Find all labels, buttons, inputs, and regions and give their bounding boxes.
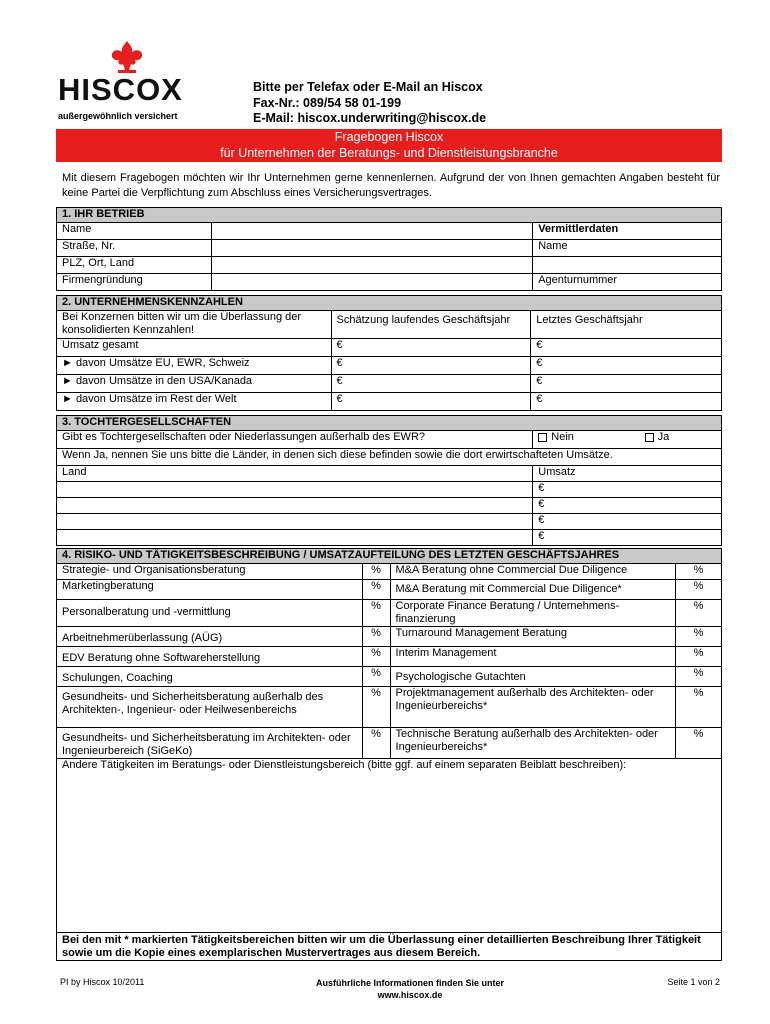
revenue-row <box>57 393 722 411</box>
activity-label: EDV Beratung ohne Softwareherstellung <box>57 647 363 667</box>
activity-percent-field[interactable]: % <box>362 564 390 580</box>
activity-percent-field[interactable]: % <box>362 627 390 647</box>
activity-label: M&A Beratung mit Commercial Due Diligence* <box>390 580 676 600</box>
section-3-table <box>56 415 722 546</box>
subsidiary-followup: Wenn Ja, nennen Sie uns bitte die Länder, in denen sich diese befinden sowie die dort erwirtschafteten Umsätze. <box>57 449 722 466</box>
subsidiary-question: Gibt es Tochtergesellschaften oder Niederlassungen außerhalb des EWR? <box>57 431 533 449</box>
activity-label: Interim Management <box>390 647 676 667</box>
revenue-est-field[interactable]: € <box>331 393 531 411</box>
revenue-col-label: Umsatz <box>533 466 722 482</box>
revenue-est-field[interactable]: € <box>331 339 531 357</box>
section-2-title: 2. UNTERNEHMENSKENNZAHLEN <box>57 296 722 311</box>
country-field[interactable] <box>57 514 533 530</box>
hiscox-logo-icon <box>108 40 146 74</box>
form-title-banner <box>56 129 722 162</box>
activity-label: Arbeitnehmerüberlassung (AÜG) <box>57 627 363 647</box>
revenue-label: Umsatz gesamt <box>57 339 332 357</box>
revenue-est-field[interactable]: € <box>331 357 531 375</box>
revenue-label: ► davon Umsätze im Rest der Welt <box>57 393 332 411</box>
col-estimate: Schätzung laufendes Geschäftsjahr <box>331 311 531 339</box>
broker-extra-field[interactable] <box>533 257 722 274</box>
intro-text: Mit diesem Fragebogen möchten wir Ihr Unternehmen gerne kennenlernen. Aufgrund der von Ihnen gemachten Angaben besteht für keine Partei die Verpflichtung zum Abschluss eines Versicherungsvertrages. <box>62 172 720 199</box>
section-3-title: 3. TOCHTERGESELLSCHAFTEN <box>57 416 722 431</box>
activity-label: Projektmanagement außerhalb des Architekten- oder Ingenieurbereichs* <box>390 687 676 728</box>
activity-label: Psychologische Gutachten <box>390 667 676 687</box>
activity-label: Gesundheits- und Sicherheitsberatung im Architekten- oder Ingenieurbereich (SiGeKo) <box>57 728 363 759</box>
country-revenue-field[interactable]: € <box>533 514 722 530</box>
contact-block <box>253 80 486 127</box>
revenue-label: ► davon Umsätze in den USA/Kanada <box>57 375 332 393</box>
attachment-note: Bei den mit * markierten Tätigkeitsbereichen bitten wir um die Überlassung einer detaillierten Beschreibung Ihrer Tätigkeit sowie um die Kopie eines exemplarischen Mustervertrages aus diesem Bereich. <box>57 933 722 961</box>
country-field[interactable] <box>57 530 533 546</box>
section-2-table <box>56 295 722 411</box>
revenue-row <box>57 339 722 357</box>
col-last-year: Letztes Geschäftsjahr <box>531 311 722 339</box>
activity-percent-field[interactable]: % <box>676 728 722 759</box>
brand-name: HISCOX <box>58 72 183 107</box>
footer-left: PI by Hiscox 10/2011 <box>60 977 145 987</box>
street-label: Straße, Nr. <box>57 240 212 257</box>
section-4-title: 4. RISIKO- UND TÄTIGKEITSBESCHREIBUNG / UMSATZAUFTEILUNG DES LETZTEN GESCHÄFTSJAHRES <box>57 549 722 564</box>
name-label: Name <box>57 223 212 240</box>
activity-label: Corporate Finance Beratung / Unternehmens-finanzierung <box>390 600 676 627</box>
revenue-row <box>57 375 722 393</box>
contact-email[interactable]: E-Mail: hiscox.underwriting@hiscox.de <box>253 111 487 125</box>
form-title: Fragebogen Hiscox <box>334 130 444 144</box>
activity-percent-field[interactable]: % <box>676 627 722 647</box>
activity-percent-field[interactable]: % <box>362 667 390 687</box>
street-field[interactable] <box>211 240 532 257</box>
founded-label: Firmengründung <box>57 274 212 291</box>
brand-tagline: außergewöhnlich versichert <box>58 111 178 121</box>
contact-fax: Fax-Nr.: 089/54 58 01-199 <box>253 95 402 110</box>
country-col-label: Land <box>57 466 533 482</box>
country-revenue-field[interactable]: € <box>533 530 722 546</box>
activity-percent-field[interactable]: % <box>676 564 722 580</box>
yes-label: Ja <box>657 431 670 443</box>
checkbox-icon[interactable] <box>645 433 654 442</box>
activity-percent-field[interactable]: % <box>362 728 390 759</box>
country-revenue-field[interactable]: € <box>533 498 722 514</box>
yes-option[interactable] <box>640 431 722 449</box>
activity-label: Gesundheits- und Sicherheitsberatung außerhalb des Architekten-, Ingenieur- oder Heilwesenbereichs <box>57 687 363 728</box>
contact-line-1: Bitte per Telefax oder E-Mail an Hiscox <box>253 80 483 94</box>
activity-percent-field[interactable]: % <box>362 600 390 627</box>
checkbox-icon[interactable] <box>538 433 547 442</box>
activity-label: Marketingberatung <box>57 580 363 600</box>
activity-label: Technische Beratung außerhalb des Architekten- oder Ingenieurbereichs* <box>390 728 676 759</box>
section-4-table <box>56 548 722 961</box>
revenue-last-field[interactable]: € <box>531 357 722 375</box>
activity-label: Turnaround Management Beratung <box>390 627 676 647</box>
revenue-row <box>57 357 722 375</box>
activity-percent-field[interactable]: % <box>676 687 722 728</box>
consolidated-note: Bei Konzernen bitten wir um die Überlassung der konsolidierten Kennzahlen! <box>57 311 332 339</box>
activity-percent-field[interactable]: % <box>676 580 722 600</box>
activity-percent-field[interactable]: % <box>362 647 390 667</box>
broker-name-field[interactable]: Name <box>533 240 722 257</box>
activity-percent-field[interactable]: % <box>362 580 390 600</box>
broker-label: Vermittlerdaten <box>533 223 722 240</box>
city-field[interactable] <box>211 257 532 274</box>
activity-label: Strategie- und Organisationsberatung <box>57 564 363 580</box>
other-activities-field[interactable] <box>57 759 722 933</box>
other-activities-label: Andere Tätigkeiten im Beratungs- oder Dienstleistungsbereich (bitte ggf. auf einem separaten Beiblatt beschreiben): <box>62 759 627 771</box>
revenue-last-field[interactable]: € <box>531 393 722 411</box>
form-subtitle: für Unternehmen der Beratungs- und Dienstleistungsbranche <box>220 145 558 160</box>
activity-label: M&A Beratung ohne Commercial Due Diligence <box>390 564 676 580</box>
no-label: Nein <box>551 431 574 443</box>
activity-label: Schulungen, Coaching <box>57 667 363 687</box>
activity-percent-field[interactable]: % <box>676 667 722 687</box>
city-label: PLZ, Ort, Land <box>57 257 212 274</box>
agent-number-field[interactable]: Agenturnummer <box>533 274 722 291</box>
revenue-est-field[interactable]: € <box>331 375 531 393</box>
revenue-last-field[interactable]: € <box>531 339 722 357</box>
section-1-table <box>56 207 722 291</box>
founded-field[interactable] <box>211 274 532 291</box>
footer-center <box>260 977 560 1001</box>
footer-link[interactable]: www.hiscox.de <box>377 990 443 1000</box>
no-option[interactable] <box>533 431 640 449</box>
footer-info: Ausführliche Informationen finden Sie unter <box>315 978 504 988</box>
country-field[interactable] <box>57 482 533 498</box>
activity-percent-field[interactable]: % <box>676 600 722 627</box>
section-1-title: 1. IHR BETRIEB <box>57 208 722 223</box>
activity-label: Personalberatung und -vermittlung <box>57 600 363 627</box>
revenue-last-field[interactable]: € <box>531 375 722 393</box>
country-field[interactable] <box>57 498 533 514</box>
name-field[interactable] <box>211 223 532 240</box>
activity-percent-field[interactable]: % <box>362 687 390 728</box>
activity-percent-field[interactable]: % <box>676 647 722 667</box>
revenue-label: ► davon Umsätze EU, EWR, Schweiz <box>57 357 332 375</box>
page-number: Seite 1 von 2 <box>667 977 720 987</box>
country-revenue-field[interactable]: € <box>533 482 722 498</box>
